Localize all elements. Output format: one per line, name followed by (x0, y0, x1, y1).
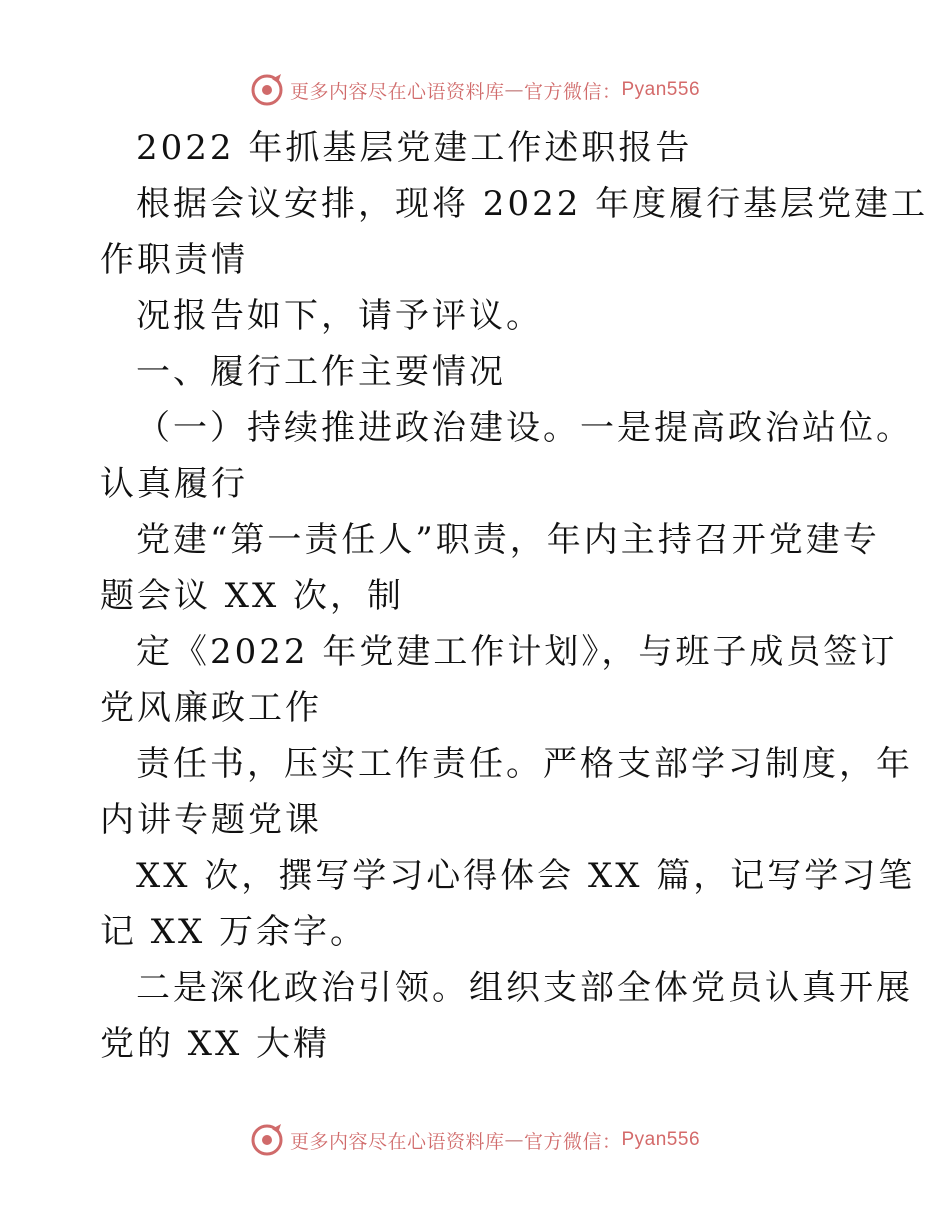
document-text-line: 况报告如下，请予评议。 (136, 296, 543, 336)
document-text-line: 认真履行 (100, 464, 248, 504)
document-text-line: 一、履行工作主要情况 (136, 352, 506, 392)
document-text-line: 党的 XX 大精 (100, 1024, 331, 1064)
pen-logo-icon (250, 73, 284, 107)
document-text-line: 题会议 XX 次，制 (100, 576, 405, 616)
document-text-line: 二是深化政治引领。组织支部全体党员认真开展 (136, 968, 913, 1008)
document-text-line: （一）持续推进政治建设。一是提高政治站位。 (136, 408, 913, 448)
document-text-line: XX 次，撰写学习心得体会 XX 篇，记写学习笔 (136, 856, 916, 896)
watermark-separator: — (504, 79, 524, 101)
document-text-line: 责任书，压实工作责任。严格支部学习制度，年 (136, 744, 913, 784)
pen-logo-icon (250, 1123, 284, 1157)
watermark-text: 更多内容尽在心语资料库 (289, 80, 505, 103)
document-text-line: 党风廉政工作 (100, 688, 322, 728)
document-text-line: 根据会议安排，现将 2022 年度履行基层党建工 (136, 184, 929, 224)
watermark-separator: — (504, 1129, 524, 1151)
footer-watermark (0, 1120, 950, 1160)
document-text-line: 内讲专题党课 (100, 800, 322, 840)
document-text-line: 作职责情 (100, 240, 248, 280)
watermark-text: 更多内容尽在心语资料库 (289, 1130, 505, 1153)
document-text-line: 党建“第一责任人”职责，年内主持召开党建专 (136, 520, 880, 560)
document-text-line: 记 XX 万余字。 (100, 912, 368, 952)
document-text-line: 定《2022 年党建工作计划》，与班子成员签订 (136, 632, 898, 672)
watermark-wechat-id: Pyan556 (621, 79, 701, 100)
document-body (100, 120, 929, 1072)
watermark-wechat-label: 官方微信： (523, 80, 622, 103)
document-title: 2022 年抓基层党建工作述职报告 (136, 128, 693, 168)
header-watermark (0, 70, 950, 110)
watermark-wechat-id: Pyan556 (621, 1129, 701, 1150)
watermark-wechat-label: 官方微信： (523, 1130, 622, 1153)
